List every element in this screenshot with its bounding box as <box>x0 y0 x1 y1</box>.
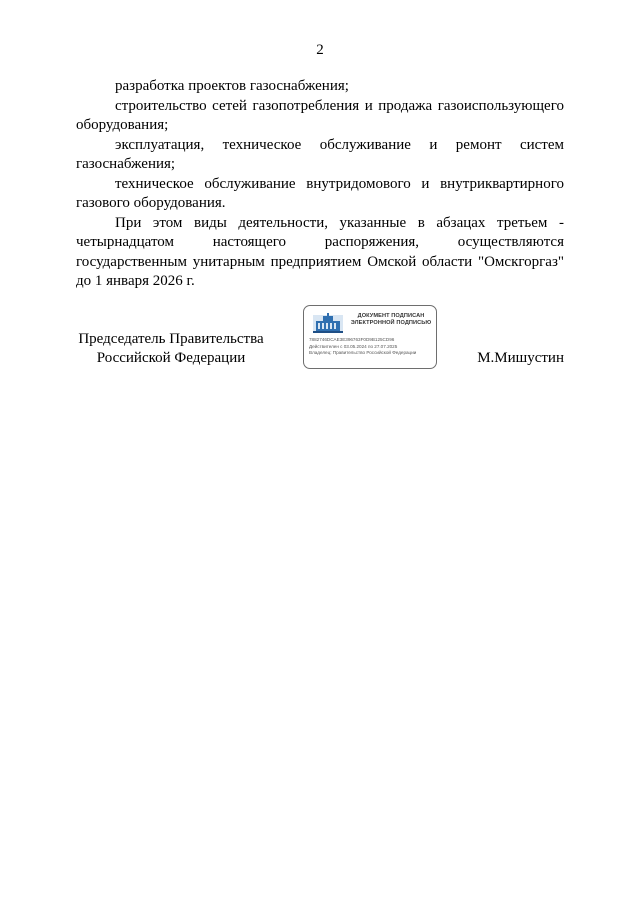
stamp-title <box>348 313 434 327</box>
page-number: 2 <box>316 42 324 58</box>
signer-name: М.Мишустин <box>477 350 564 366</box>
stamp-owner: Владелец: Правительство Российской Федерации <box>309 350 417 355</box>
paragraph-gas-projects: разработка проектов газоснабжения; <box>115 78 349 94</box>
signer-position-line1: Председатель Правительства <box>78 331 264 347</box>
stamp-validity: Действителен с 03.05.2024 по 27.07.2025 <box>309 344 398 349</box>
document-body <box>76 77 564 292</box>
signer-position <box>76 330 266 368</box>
paragraph-gas-networks: строительство сетей газопотребления и продажа газоиспользующего оборудования; <box>76 97 564 133</box>
stamp-certificate: 7882746DCAE3E396763F0D9B125CD96 <box>309 337 395 342</box>
paragraph-gas-maintenance: эксплуатация, техническое обслуживание и ремонт систем газоснабжения; <box>76 136 564 172</box>
stamp-title-line1: ДОКУМЕНТ ПОДПИСАН <box>357 313 425 319</box>
government-building-icon <box>312 312 344 334</box>
paragraph-indoor-equipment: техническое обслуживание внутридомового и внутриквартирного газового оборудования. <box>76 175 564 211</box>
signer-position-line2: Российской Федерации <box>96 350 246 366</box>
electronic-signature-stamp <box>303 305 437 369</box>
paragraph-activity-deadline: При этом виды деятельности, указанные в абзацах третьем - четырнадцатом настоящего распоряжения, осуществляются государственным унитарным предприятием Омской области "Омскгоргаз" до 1 января 2026 г. <box>76 214 564 289</box>
stamp-title-line2: ЭЛЕКТРОННОЙ ПОДПИСЬЮ <box>350 320 432 326</box>
